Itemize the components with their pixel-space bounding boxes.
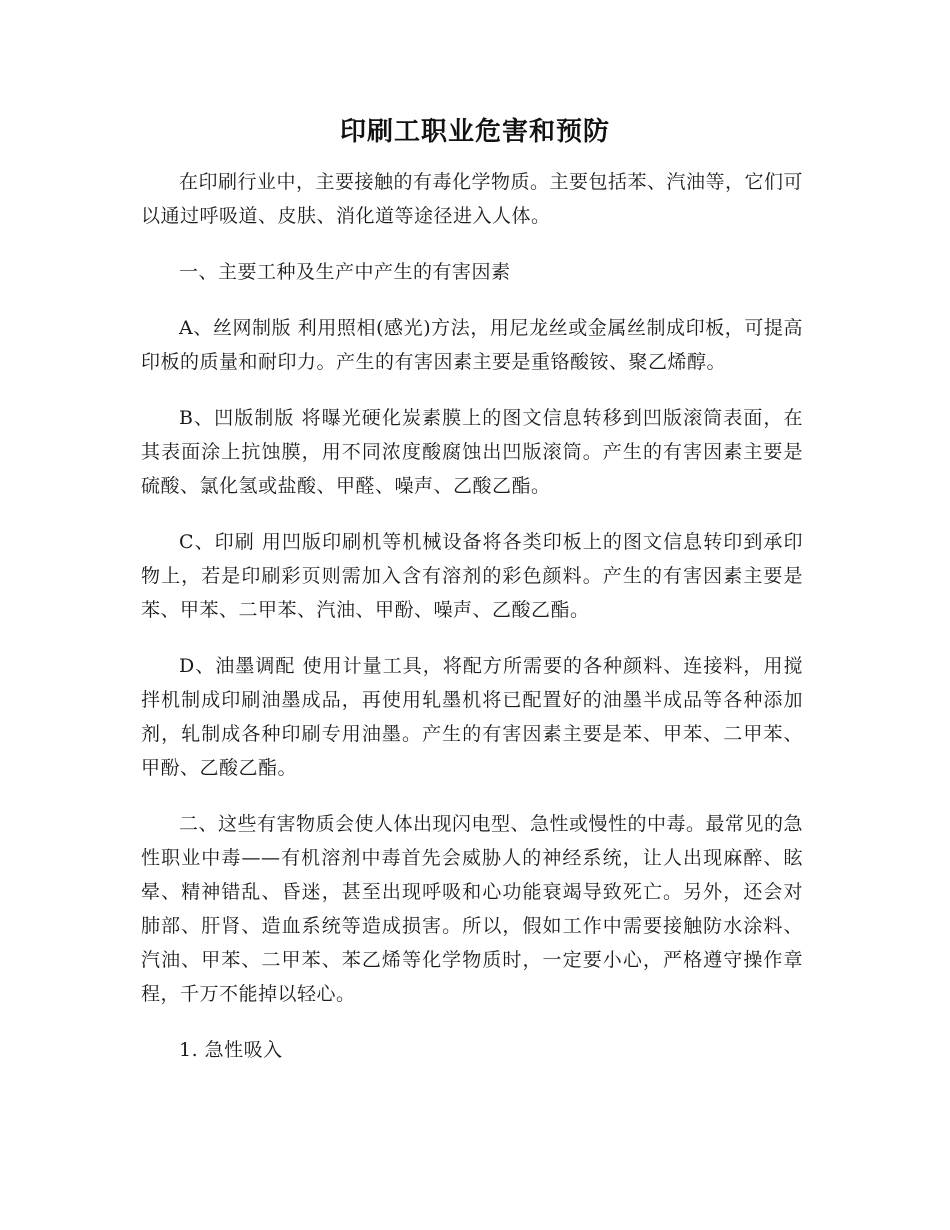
paragraph-poisoning: 二、这些有害物质会使人体出现闪电型、急性或慢性的中毒。最常见的急性职业中毒——有机溶剂中毒首先会威胁人的神经系统，让人出现麻醉、眩晕、精神错乱、昏迷，甚至出现呼吸和心功能衰竭导致死亡。另外，还会对肺部、肝肾、造血系统等造成损害。所以，假如工作中需要接触防水涂料、汽油、甲苯、二甲苯、苯乙烯等化学物质时，一定要小心，严格遵守操作章程，千万不能掉以轻心。 [141, 813, 804, 1005]
paragraph-printing: C、印刷 用凹版印刷机等机械设备将各类印板上的图文信息转印到承印物上，若是印刷彩页则需加入含有溶剂的彩色颜料。产生的有害因素主要是苯、甲苯、二甲苯、汽油、甲酚、噪声、乙酸乙酯。 [141, 531, 803, 621]
document-title: 印刷工职业危害和预防 [339, 117, 610, 147]
subheading-acute-inhalation: 1. 急性吸入 [179, 1039, 283, 1061]
paragraph-ink-mixing: D、油墨调配 使用计量工具，将配方所需要的各种颜料、连接料，用搅拌机制成印刷油墨成品，再使用轧墨机将已配置好的油墨半成品等各种添加剂，轧制成各种印刷专用油墨。产生的有害因素主要是苯、甲苯、二甲苯、甲酚、乙酸乙酯。 [141, 655, 803, 779]
section-heading-1: 一、主要工种及生产中产生的有害因素 [179, 261, 511, 283]
paragraph-gravure-plate: B、凹版制版 将曝光硬化炭素膜上的图文信息转移到凹版滚筒表面，在其表面涂上抗蚀膜，用不同浓度酸腐蚀出凹版滚筒。产生的有害因素主要是硫酸、氯化氢或盐酸、甲醛、噪声、乙酸乙酯。 [141, 407, 803, 497]
paragraph-screen-plate: A、丝网制版 利用照相(感光)方法，用尼龙丝或金属丝制成印板，可提高印板的质量和耐印力。产生的有害因素主要是重铬酸铵、聚乙烯醇。 [141, 317, 803, 373]
document-body [141, 165, 803, 1089]
intro-paragraph: 在印刷行业中，主要接触的有毒化学物质。主要包括苯、汽油等，它们可以通过呼吸道、皮肤、消化道等途径进入人体。 [141, 171, 804, 227]
